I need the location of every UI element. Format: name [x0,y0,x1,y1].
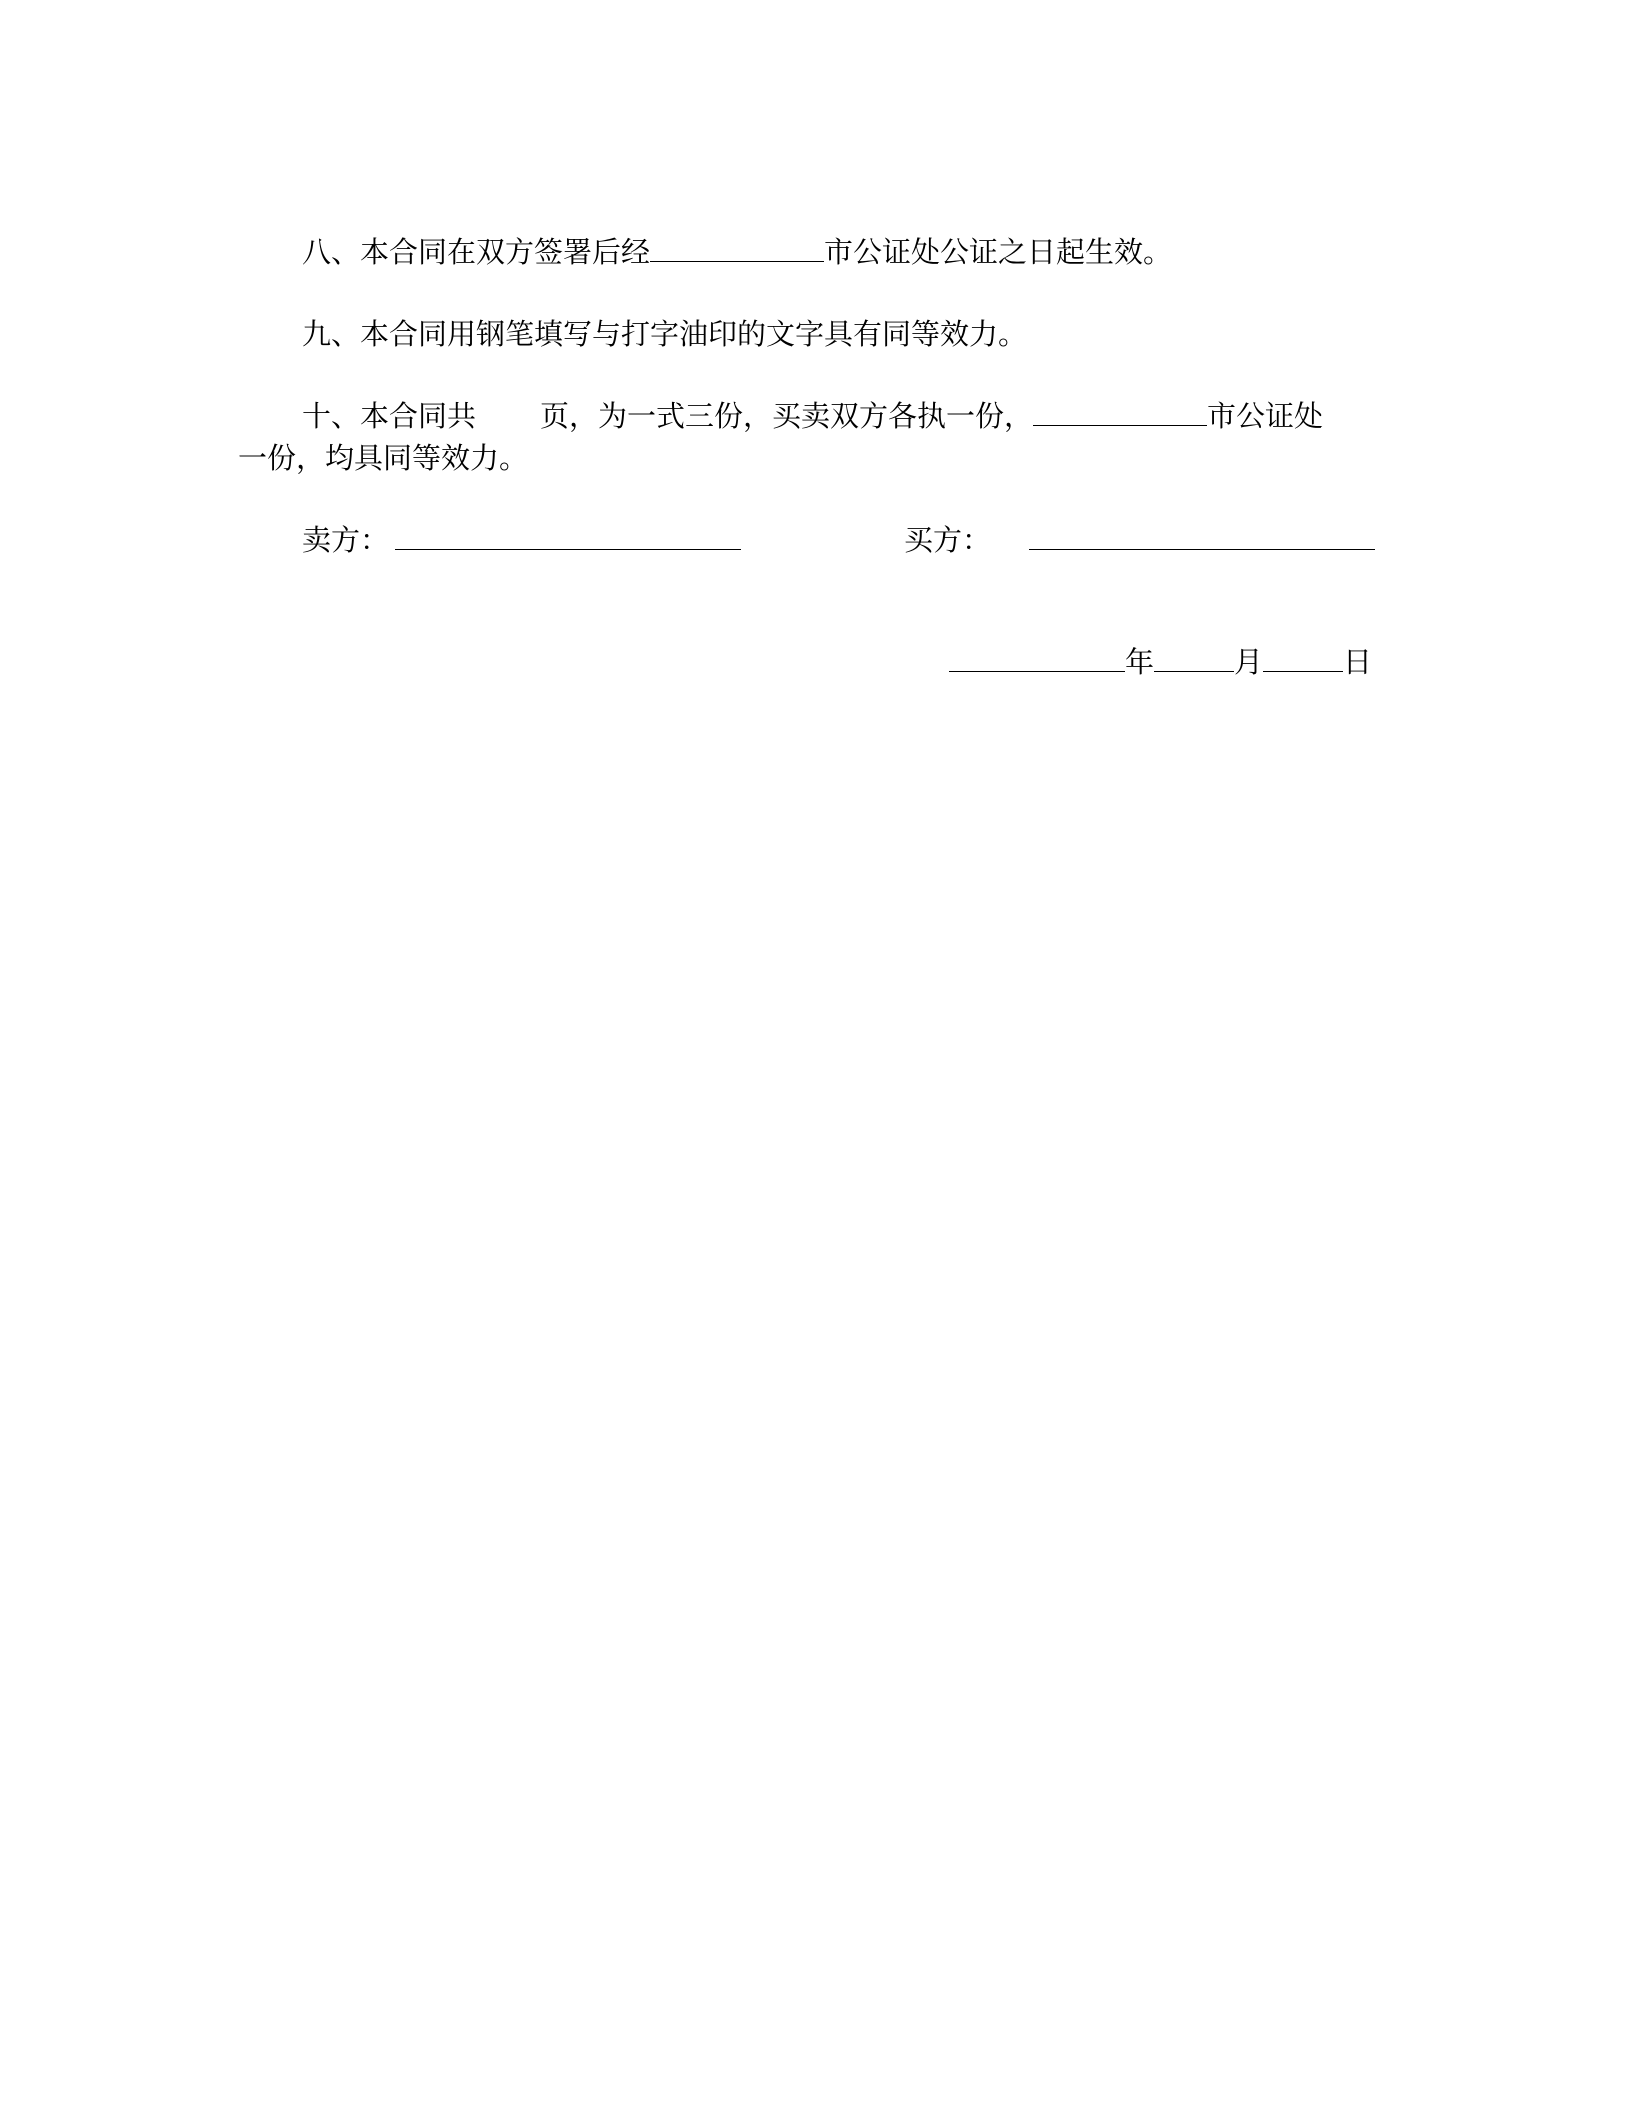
seller-label: 卖方： [302,523,390,557]
clause-8-suffix: 市公证处公证之日起生效。 [824,235,1173,269]
year-label: 年 [1125,645,1155,679]
month-blank [1154,643,1234,672]
buyer-signature-blank [1029,521,1375,550]
clause-8-prefix: 八、本合同在双方签署后经 [302,235,651,269]
clause-10-part1: 十、本合同共 [302,399,477,433]
clause-9-text: 九、本合同用钢笔填写与打字油印的文字具有同等效力。 [302,317,1028,351]
notary-city-blank-1 [650,233,824,262]
clause-10-line-2 [238,438,528,478]
clause-10-line-1 [302,396,1323,436]
year-blank [949,643,1125,672]
clause-10-part2: 页，为一式三份，买卖双方各执一份， [540,399,1034,433]
clause-10-line2: 一份，均具同等效力。 [238,441,529,475]
date-line [949,642,1372,682]
day-label: 日 [1343,645,1373,679]
buyer-label: 买方： [904,523,992,557]
month-label: 月 [1234,645,1264,679]
day-blank [1263,643,1343,672]
buyer-signature [904,520,1375,560]
clause-8 [302,232,1172,272]
seller-signature-blank [395,521,741,550]
clause-9 [302,314,1027,354]
seller-signature [302,520,741,560]
clause-10-part3: 市公证处 [1207,399,1324,433]
notary-city-blank-2 [1033,397,1207,426]
